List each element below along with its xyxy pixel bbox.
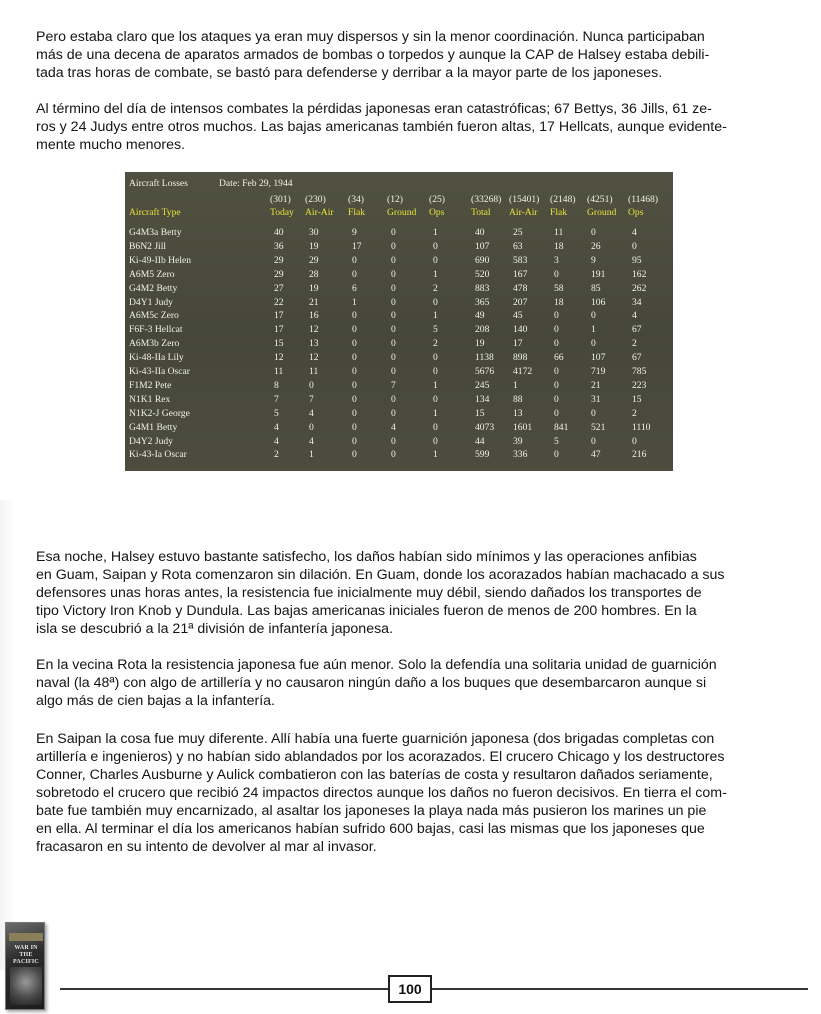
table-cell: 0	[391, 227, 396, 238]
table-cell: 0	[391, 254, 396, 266]
table-cell: 1110	[632, 421, 651, 433]
table-cell: 1	[591, 324, 596, 336]
table-cell: 1	[433, 310, 438, 322]
table-cell: 3	[554, 254, 559, 266]
table-cell: 365	[475, 296, 490, 308]
table-cell: 1601	[513, 421, 533, 433]
table-cell: 0	[591, 338, 596, 350]
table-cell: 0	[391, 268, 396, 280]
table-cell: 107	[475, 240, 490, 252]
box-band	[9, 933, 43, 941]
table-cell: 208	[475, 324, 490, 336]
table-cell: 0	[591, 407, 596, 419]
column-label: Ground	[587, 207, 617, 218]
table-cell: 0	[554, 407, 559, 419]
table-cell: 31	[591, 393, 601, 405]
column-label: Air-Air	[509, 207, 538, 218]
table-cell: 0	[433, 435, 438, 447]
table-cell: 1	[433, 379, 438, 391]
table-row-type: Ki-48-IIa Lily	[129, 352, 184, 364]
table-cell: 106	[591, 296, 606, 308]
table-cell: 883	[475, 282, 490, 294]
table-cell: 521	[591, 421, 606, 433]
table-cell: 11	[309, 366, 319, 377]
table-cell: 4	[309, 407, 314, 419]
table-cell: 0	[352, 393, 357, 405]
table-cell: 140	[513, 324, 528, 336]
table-cell: 17	[274, 324, 284, 336]
table-cell: 0	[352, 421, 357, 433]
table-cell: 107	[591, 352, 606, 364]
table-cell: 0	[433, 254, 438, 266]
table-row-type: G4M1 Betty	[129, 421, 178, 433]
table-cell: 40	[475, 227, 485, 238]
table-cell: 0	[554, 449, 559, 461]
table-cell: 0	[391, 240, 396, 252]
aircraft-type-header: Aircraft Type	[129, 207, 181, 218]
table-row-type: A6M3b Zero	[129, 338, 180, 350]
table-row-type: N1K2-J George	[129, 407, 190, 419]
table-cell: 2	[433, 282, 438, 294]
table-cell: 7	[309, 393, 314, 405]
table-cell: 1	[433, 268, 438, 280]
table-cell: 45	[513, 310, 523, 322]
table-cell: 0	[352, 379, 357, 391]
table-cell: 0	[352, 407, 357, 419]
table-cell: 4	[632, 310, 637, 322]
box-title: WAR IN THE PACIFIC	[13, 945, 39, 965]
table-cell: 191	[591, 268, 606, 280]
table-cell: 245	[475, 379, 490, 391]
table-cell: 0	[632, 435, 637, 447]
table-cell: 18	[554, 296, 564, 308]
aircraft-losses-screenshot	[125, 172, 673, 471]
game-box-cover-image	[5, 922, 45, 1010]
table-cell: 95	[632, 254, 642, 266]
column-label: Ops	[429, 207, 445, 218]
table-cell: 25	[513, 227, 523, 238]
table-cell: 12	[274, 352, 284, 364]
table-cell: 0	[352, 435, 357, 447]
table-cell: 4	[274, 435, 279, 447]
table-row-type: G4M2 Betty	[129, 282, 178, 294]
table-cell: 12	[309, 324, 319, 336]
column-total: (230)	[305, 194, 326, 205]
table-cell: 0	[391, 338, 396, 350]
table-cell: 4073	[475, 421, 495, 433]
table-cell: 0	[591, 227, 596, 238]
table-cell: 12	[309, 352, 319, 364]
table-cell: 207	[513, 296, 528, 308]
table-cell: 66	[554, 352, 564, 364]
table-cell: 16	[309, 310, 319, 322]
table-date: Date: Feb 29, 1944	[219, 178, 293, 189]
table-cell: 17	[274, 310, 284, 322]
table-cell: 15	[632, 393, 642, 405]
column-total: (15401)	[509, 194, 540, 205]
table-row-type: A6M5c Zero	[129, 310, 179, 322]
column-label: Ops	[628, 207, 644, 218]
table-cell: 520	[475, 268, 490, 280]
table-cell: 85	[591, 282, 601, 294]
table-cell: 0	[352, 338, 357, 350]
table-cell: 9	[591, 254, 596, 266]
table-cell: 1	[433, 407, 438, 419]
table-cell: 0	[352, 310, 357, 322]
column-total: (301)	[270, 194, 291, 205]
table-cell: 29	[274, 268, 284, 280]
table-cell: 0	[391, 296, 396, 308]
table-cell: 15	[274, 338, 284, 350]
column-total: (33268)	[471, 194, 502, 205]
table-cell: 7	[391, 379, 396, 391]
table-cell: 7	[274, 393, 279, 405]
table-cell: 0	[433, 366, 438, 377]
table-cell: 0	[352, 352, 357, 364]
table-cell: 21	[591, 379, 601, 391]
table-cell: 0	[554, 393, 559, 405]
table-row-type: D4Y1 Judy	[129, 296, 173, 308]
table-cell: 0	[352, 324, 357, 336]
table-cell: 1	[513, 379, 518, 391]
paragraph-3: Esa noche, Halsey estuvo bastante satisfecho, los daños habían sido mínimos y las operaciones anfibias en Guam, Saipan y Rota comenzaron sin dilación. En Guam, donde los acorazados habían machacado a sus defensores unas horas antes, la resistencia fue inicialmente muy débil, siendo dañados los transportes de tipo Victory Iron Knob y Dundula. Las bajas americanas iniciales fueron de menos de 200 hombres. En la isla se descubrió a la 21ª división de infantería japonesa.	[36, 549, 725, 637]
table-cell: 2	[274, 449, 279, 461]
table-cell: 2	[433, 338, 438, 350]
table-cell: 1138	[475, 352, 494, 364]
column-label: Today	[270, 207, 294, 218]
table-row-type: G4M3a Betty	[129, 227, 182, 238]
table-cell: 22	[274, 296, 284, 308]
table-cell: 5	[554, 435, 559, 447]
table-cell: 1	[352, 296, 357, 308]
table-cell: 34	[632, 296, 642, 308]
table-cell: 6	[352, 282, 357, 294]
table-cell: 21	[309, 296, 319, 308]
table-cell: 17	[352, 240, 362, 252]
table-cell: 0	[391, 324, 396, 336]
table-cell: 4	[274, 421, 279, 433]
column-total: (4251)	[587, 194, 613, 205]
table-cell: 88	[513, 393, 523, 405]
table-cell: 0	[554, 268, 559, 280]
table-row-type: F6F-3 Hellcat	[129, 324, 183, 336]
column-total: (34)	[348, 194, 364, 205]
table-cell: 0	[391, 393, 396, 405]
table-cell: 223	[632, 379, 647, 391]
paragraph-5: En Saipan la cosa fue muy diferente. Allí había una fuerte guarnición japonesa (dos brigadas completas con artillería e ingenieros) y no habían sido ablandados por los acorazados. El crucero Chicago y los destructores Conner, Charles Ausburne y Aulick combatieron con las baterías de costa y resultaron dañados seriamente, sobretodo el crucero que recibió 24 impactos directos aunque los daños no fueron decisivos. En tierra el com- bate fue también muy encarnizado, al asaltar los japoneses la playa nada más pusieron los marines un pie en ella. Al terminar el día los americanos habían sufrido 600 bajas, casi las mismas que los japoneses que fracasaron en su intento de devolver al mar al invasor.	[36, 731, 727, 855]
box-art	[10, 967, 42, 1005]
table-cell: 4	[309, 435, 314, 447]
table-cell: 0	[352, 268, 357, 280]
table-cell: 27	[274, 282, 284, 294]
table-cell: 19	[309, 282, 319, 294]
table-cell: 44	[475, 435, 485, 447]
table-cell: 719	[591, 366, 606, 377]
footer-rule	[60, 988, 808, 990]
table-cell: 11	[274, 366, 284, 377]
table-cell: 0	[433, 393, 438, 405]
table-row-type: B6N2 Jill	[129, 240, 167, 252]
table-cell: 5676	[475, 366, 495, 377]
table-cell: 4	[632, 227, 637, 238]
column-total: (2148)	[550, 194, 576, 205]
table-cell: 0	[309, 379, 314, 391]
table-cell: 0	[554, 338, 559, 350]
table-cell: 167	[513, 268, 528, 280]
table-cell: 0	[391, 366, 396, 377]
table-cell: 18	[554, 240, 564, 252]
table-cell: 336	[513, 449, 528, 461]
column-label: Ground	[387, 207, 417, 218]
paragraph-1: Pero estaba claro que los ataques ya eran muy dispersos y sin la menor coordinación. Nunca participaban más de una decena de aparatos armados de bombas o torpedos y aunque la CAP de Halsey estaba debili- tada tras horas de combate, se bastó para defenderse y derribar a la mayor parte de los japoneses.	[36, 29, 710, 81]
table-cell: 1	[433, 449, 438, 461]
table-cell: 599	[475, 449, 490, 461]
table-cell: 841	[554, 421, 569, 433]
table-cell: 0	[391, 282, 396, 294]
table-cell: 0	[554, 366, 559, 377]
table-row-type: Ki-43-Ia Oscar	[129, 449, 187, 461]
table-cell: 13	[513, 407, 523, 419]
table-cell: 13	[309, 338, 319, 350]
table-cell: 0	[391, 435, 396, 447]
table-cell: 17	[513, 338, 523, 350]
table-cell: 63	[513, 240, 523, 252]
table-cell: 0	[433, 296, 438, 308]
table-cell: 0	[391, 449, 396, 461]
table-row-type: A6M5 Zero	[129, 268, 175, 280]
table-cell: 216	[632, 449, 647, 461]
table-cell: 0	[352, 449, 357, 461]
page-edge-shading	[0, 500, 14, 970]
table-row-type: Ki-43-IIa Oscar	[129, 366, 190, 377]
table-cell: 19	[475, 338, 485, 350]
table-cell: 26	[591, 240, 601, 252]
table-cell: 11	[554, 227, 564, 238]
paragraph-4: En la vecina Rota la resistencia japonesa fue aún menor. Solo la defendía una solitaria unidad de guarnición naval (la 48ª) con algo de artillería y no causaron ningún daño a los buques que desembarcaron aunque si algo más de cien bajas a la infantería.	[36, 657, 717, 709]
page-number: 100	[388, 975, 432, 1003]
table-cell: 4	[391, 421, 396, 433]
table-row-type: D4Y2 Judy	[129, 435, 173, 447]
table-cell: 690	[475, 254, 490, 266]
column-label: Flak	[348, 207, 366, 218]
table-cell: 1	[309, 449, 314, 461]
table-cell: 39	[513, 435, 523, 447]
table-cell: 0	[352, 366, 357, 377]
table-cell: 0	[554, 324, 559, 336]
table-cell: 2	[632, 338, 637, 350]
table-cell: 0	[554, 379, 559, 391]
table-cell: 898	[513, 352, 528, 364]
column-total: (25)	[429, 194, 445, 205]
table-row-type: F1M2 Pete	[129, 379, 172, 391]
table-cell: 478	[513, 282, 528, 294]
table-cell: 29	[309, 254, 319, 266]
table-cell: 8	[274, 379, 279, 391]
table-cell: 162	[632, 268, 647, 280]
column-total: (12)	[387, 194, 403, 205]
column-label: Air-Air	[305, 207, 334, 218]
table-cell: 30	[309, 227, 319, 238]
table-cell: 1	[433, 227, 438, 238]
table-cell: 0	[433, 240, 438, 252]
table-cell: 19	[309, 240, 319, 252]
table-cell: 583	[513, 254, 528, 266]
table-cell: 29	[274, 254, 284, 266]
table-cell: 67	[632, 324, 642, 336]
table-cell: 4172	[513, 366, 533, 377]
table-cell: 262	[632, 282, 647, 294]
table-cell: 0	[391, 310, 396, 322]
table-cell: 0	[391, 407, 396, 419]
paragraph-2: Al término del día de intensos combates la pérdidas japonesas eran catastróficas; 67 Bettys, 36 Jills, 61 ze- ros y 24 Judys entre otros muchos. Las bajas americanas también fueron altas, 17 Hellcats, aunque evidente- mente mucho menores.	[36, 101, 727, 153]
table-cell: 36	[274, 240, 284, 252]
table-cell: 0	[591, 435, 596, 447]
table-cell: 0	[309, 421, 314, 433]
table-row-type: N1K1 Rex	[129, 393, 171, 405]
table-row-type: Ki-49-IIb Helen	[129, 254, 192, 266]
table-cell: 0	[391, 352, 396, 364]
table-cell: 40	[274, 227, 284, 238]
table-cell: 15	[475, 407, 485, 419]
table-cell: 0	[554, 310, 559, 322]
table-cell: 2	[632, 407, 637, 419]
table-cell: 5	[274, 407, 279, 419]
table-cell: 0	[433, 352, 438, 364]
table-cell: 5	[433, 324, 438, 336]
table-cell: 0	[632, 240, 637, 252]
table-cell: 47	[591, 449, 601, 461]
table-cell: 785	[632, 366, 647, 377]
table-title: Aircraft Losses	[129, 178, 188, 189]
table-cell: 67	[632, 352, 642, 364]
table-cell: 0	[433, 421, 438, 433]
table-cell: 0	[591, 310, 596, 322]
column-label: Total	[471, 207, 491, 218]
table-cell: 9	[352, 227, 357, 238]
column-total: (11468)	[628, 194, 659, 205]
table-cell: 58	[554, 282, 564, 294]
table-cell: 134	[475, 393, 490, 405]
table-cell: 28	[309, 268, 319, 280]
table-cell: 49	[475, 310, 485, 322]
table-cell: 0	[352, 254, 357, 266]
column-label: Flak	[550, 207, 568, 218]
